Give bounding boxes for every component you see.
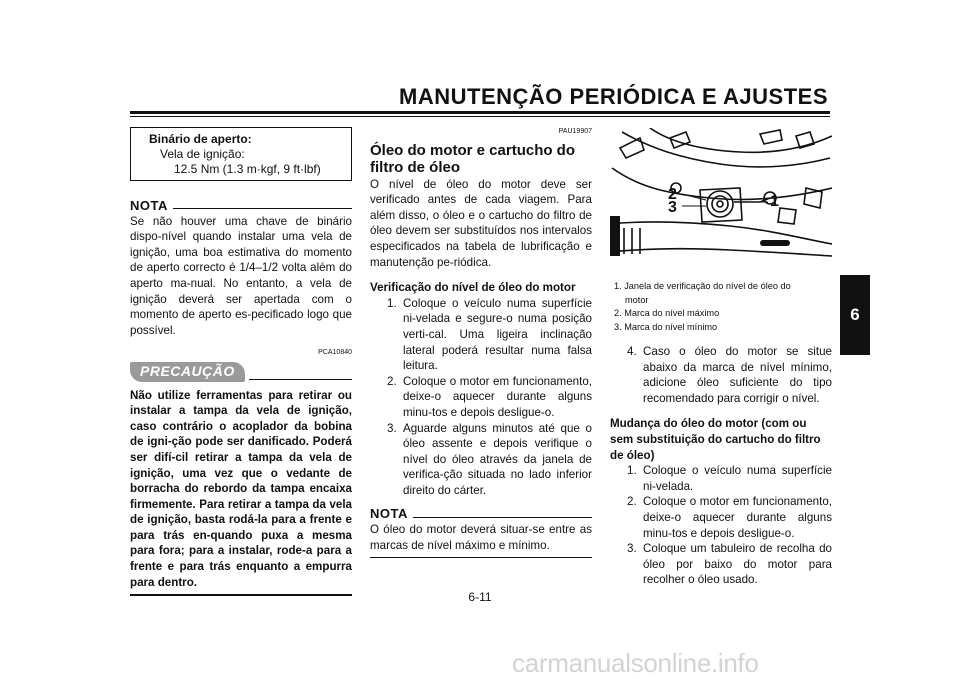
- note-text: Se não houver uma chave de binário dispo-nível quando instalar uma vela de ignição, uma boa estimativa do momento de aperto correcto é 1/4–1/2 volta além do aperto ma-nual. No entanto, a vela de ignição deverá ser apertada com o momento de aperto es-pecificado logo que possível.: [130, 214, 352, 337]
- header-rule: [130, 111, 830, 114]
- step-text: Coloque o motor em funcionamento, deixe-o aquecer durante alguns minu-tos e depois desligue-o.: [643, 495, 832, 540]
- torque-spec-box: [130, 127, 352, 181]
- step-number: 3.: [627, 542, 637, 556]
- oil-note-end-rule: [370, 557, 592, 558]
- oil-note-heading: [370, 506, 592, 522]
- engine-figure: [610, 128, 832, 274]
- spec-title: Binário de aperto:: [149, 132, 252, 146]
- engine-illustration: [610, 128, 832, 274]
- header-rule-thin: [130, 116, 830, 117]
- right-column: [610, 344, 832, 588]
- section-title: [370, 142, 592, 176]
- chapter-tab[interactable]: 6: [840, 275, 870, 355]
- oil-note-text: O óleo do motor deverá situar-se entre as marcas de nível máximo e mínimo.: [370, 523, 592, 552]
- list-item: [370, 374, 592, 421]
- step-number: 2.: [627, 495, 637, 509]
- step-text: Coloque o motor em funcionamento, deixe-o aquecer durante alguns minu-tos e depois desligue-o.: [403, 374, 592, 419]
- spec-value: 12.5 Nm (1.3 m·kgf, 9 ft·lbf): [174, 162, 321, 176]
- caution-heading: [130, 362, 352, 382]
- list-item: [610, 494, 832, 541]
- list-item: [610, 344, 832, 406]
- change-heading: Mudança do óleo do motor (com ou sem substituição do cartucho do filtro de óleo): [610, 417, 821, 462]
- step-number: 4.: [627, 345, 637, 358]
- spec-item: Vela de ignição:: [160, 147, 245, 161]
- caution-badge: PRECAUÇÃO: [130, 362, 245, 382]
- watermark: carmanualsonline.info: [512, 648, 759, 678]
- check-step-4: [610, 344, 832, 406]
- section-title-line1: Óleo do motor e cartucho do: [370, 141, 576, 159]
- note-heading-rule: [173, 208, 352, 209]
- list-item: [610, 541, 832, 588]
- caution-text: Não utilize ferramentas para retirar ou instalar a tampa da vela de ignição, caso contrário o acoplador da bobina de igni-ção pode ser danificado. Poderá ser difí-cil retirar a tampa da vela de ignição, uma vez que o vedante de borracha do rebordo da tampa encaixa firmemente. Para retirar a tampa da vela de ignição, basta rodá-la para a frente e para trás en-quando puxa a mesma para fora; para a instalar, rode-a para a frente e para trás enquanto a empurra para dentro.: [130, 388, 352, 589]
- caption-1: 1. Janela de verificação do nível de óleo do: [614, 281, 791, 291]
- caution-end-rule: [130, 594, 352, 596]
- step-number: 1.: [627, 464, 637, 478]
- step-number: 1.: [387, 296, 397, 310]
- step-number: 3.: [387, 421, 397, 435]
- figure-label-2: 2: [668, 186, 677, 203]
- step-number: 2.: [387, 374, 397, 388]
- check-steps: [370, 296, 592, 499]
- section-intro: O nível de óleo do motor deve ser verificado antes de cada viagem. Para além disso, o óleo e o cartucho do filtro de óleo devem ser substituídos nos intervalos especificados na tabela de lubrificação e manutenção pe-riódica.: [370, 177, 592, 269]
- check-heading: Verificação do nível de óleo do motor: [370, 281, 576, 295]
- section-code: PAU19907: [558, 128, 592, 135]
- caption-3: 3. Marca do nível mínimo: [614, 321, 718, 332]
- step-text: Coloque o veículo numa superfície ni-velada e segure-o numa posição verti-cal. Uma ligeira inclinação lateral poderá resultar numa falsa leitura.: [403, 296, 592, 373]
- caption-1-cont: motor: [625, 294, 649, 305]
- step-text: Coloque o veículo numa superfície ni-velada.: [643, 464, 832, 493]
- caption-2: 2. Marca do nível máximo: [614, 308, 720, 318]
- page-title: MANUTENÇÃO PERIÓDICA E AJUSTES: [399, 84, 828, 109]
- left-column: [130, 198, 352, 596]
- page-number: 6-11: [468, 590, 492, 604]
- middle-column: [370, 124, 592, 558]
- caution-rule: [249, 379, 352, 380]
- caution-code: PCA10840: [318, 349, 352, 357]
- change-steps: [610, 463, 832, 588]
- figure-captions: [614, 280, 836, 334]
- section-title-line2: filtro de óleo: [370, 158, 460, 176]
- oil-note-heading-rule: [413, 517, 592, 518]
- oil-note-heading-label: NOTA: [370, 506, 408, 522]
- figure-label-1: 1: [770, 193, 779, 210]
- note-heading: [130, 198, 352, 214]
- step-text: Caso o óleo do motor se situe abaixo da marca de nível mínimo, adicione óleo suficiente do tipo recomendado para corrigir o nível.: [643, 345, 832, 405]
- figure-label-3: 3: [668, 199, 677, 216]
- list-item: [610, 463, 832, 494]
- step-text: Aguarde alguns minutos até que o óleo assente e depois verifique o nível do óleo através da janela de verifica-ção situada no lado inferior direito do cárter.: [403, 421, 592, 497]
- list-item: [370, 421, 592, 499]
- step-text: Coloque um tabuleiro de recolha do óleo por baixo do motor para recolher o óleo usado.: [643, 542, 832, 587]
- note-heading-label: NOTA: [130, 198, 168, 213]
- list-item: [370, 296, 592, 374]
